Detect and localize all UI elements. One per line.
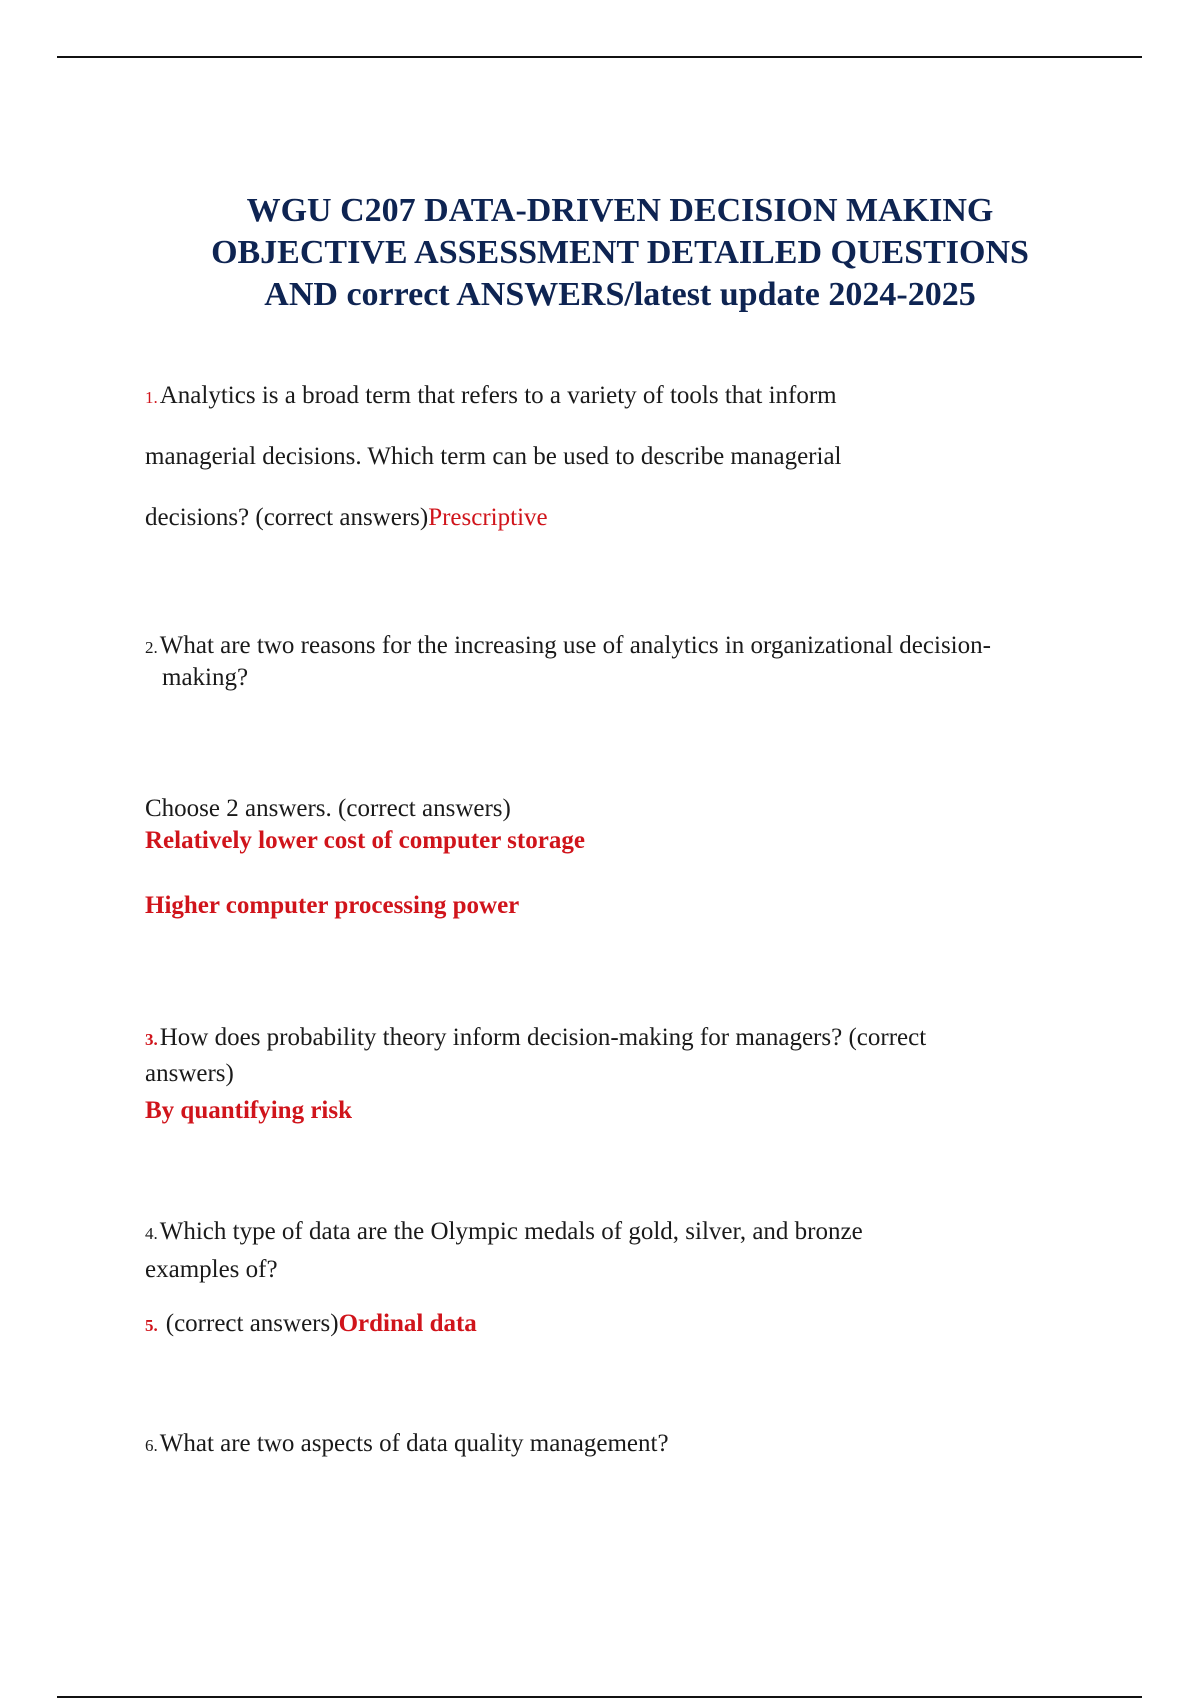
question-1-number: 1. [145,388,158,407]
question-5-answer: Ordinal data [338,1310,477,1337]
title-line-3: AND correct ANSWERS/latest update 2024-2025 [264,276,976,313]
question-3-answer: By quantifying risk [145,1097,353,1124]
question-2-line-1 [145,632,991,660]
question-2-answer-1: Relatively lower cost of computer storage [145,827,585,854]
question-1-answer: Prescriptive [428,504,548,531]
footer-rule [57,1696,1142,1698]
question-6-number: 6. [145,1436,158,1455]
question-1-prompt: decisions? (correct answers) [145,504,429,531]
question-6-line-1 [145,1430,669,1458]
question-1-line-3 [145,504,548,532]
question-2-number: 2. [145,638,158,657]
question-4-line-2: examples of? [145,1256,278,1283]
header-rule [57,56,1142,58]
document-title [120,190,1120,316]
question-2-text: What are two reasons for the increasing use of analytics in organizational decision- [159,632,991,659]
question-3-line-2: answers) [145,1060,234,1087]
question-1-text: Analytics is a broad term that refers to a variety of tools that inform [159,382,837,409]
title-line-2: OBJECTIVE ASSESSMENT DETAILED QUESTIONS [211,234,1029,271]
question-4-number: 4. [145,1224,158,1243]
question-4-text: Which type of data are the Olympic medals of gold, silver, and bronze [159,1218,863,1245]
question-3-text: How does probability theory inform decision-making for managers? (correct [159,1024,927,1051]
question-4-line-1 [145,1218,863,1246]
question-5-number: 5. [145,1316,158,1335]
question-1-line-1 [145,382,837,410]
question-2-line-2: making? [162,664,249,691]
question-2-choose: Choose 2 answers. (correct answers) [145,795,511,822]
question-1-line-2: managerial decisions. Which term can be used to describe managerial [145,443,842,470]
question-3-number: 3. [145,1030,158,1049]
question-5-line [145,1310,477,1338]
question-3-line-1 [145,1024,926,1052]
question-5-prompt: (correct answers) [165,1310,339,1337]
question-6-text: What are two aspects of data quality management? [159,1430,669,1457]
title-line-1: WGU C207 DATA-DRIVEN DECISION MAKING [246,192,994,229]
question-2-answer-2: Higher computer processing power [145,892,520,919]
